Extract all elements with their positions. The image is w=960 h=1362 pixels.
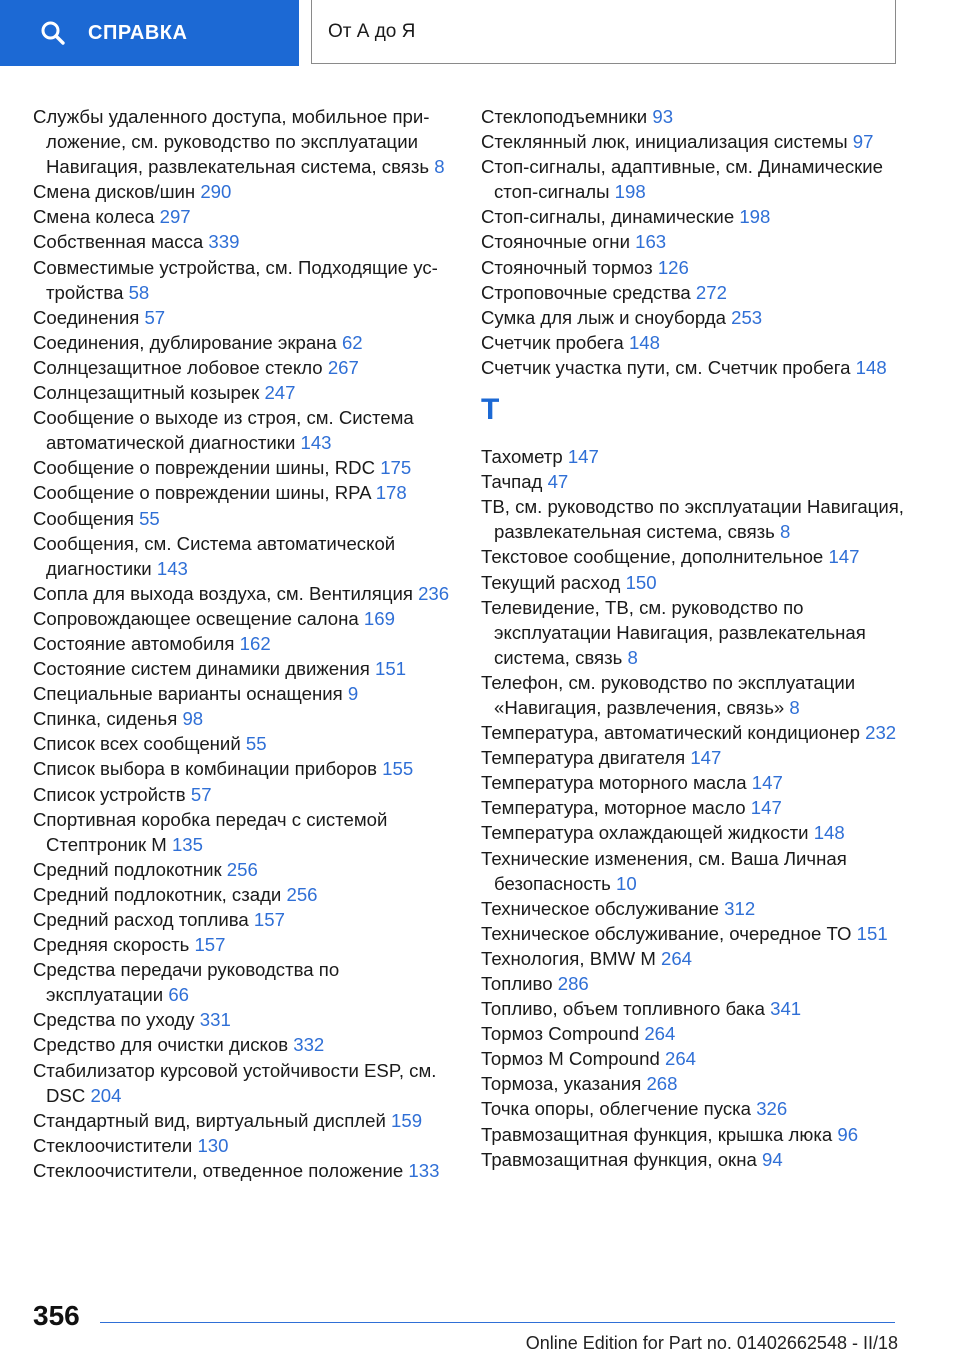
page-link[interactable]: 256 [226, 858, 258, 880]
section-label: От А до Я [328, 20, 416, 42]
index-entry [33, 455, 453, 480]
index-entry [33, 1007, 453, 1032]
index-entry-text: Состояние систем динамики движения [33, 658, 370, 680]
index-entry [33, 104, 453, 179]
page-link[interactable]: 93 [652, 106, 674, 127]
page-link[interactable]: 175 [380, 457, 412, 479]
index-entry [481, 1147, 911, 1172]
index-entry-text: Смена дисков/шин [33, 181, 196, 203]
page-link[interactable]: 264 [660, 947, 693, 969]
index-entry-text: Точка опоры, облегчение пуска [481, 1098, 752, 1120]
index-entry [481, 330, 911, 355]
letter-heading: Т [481, 393, 500, 427]
page-link[interactable]: 10 [616, 872, 637, 894]
index-entry-text: Стеклоочистители, отведенное положение [33, 1159, 404, 1181]
index-entry-text: Температура охлаждающей жидкости [481, 822, 809, 844]
index-entry [33, 1158, 453, 1183]
index-group-t [481, 444, 911, 1172]
index-entry [33, 857, 453, 882]
index-entry-text: Стабилизатор курсовой устойчивости ESP, см. DSC [33, 1059, 437, 1106]
index-entry-text: Тахометр [481, 446, 563, 468]
index-entry-text: Техническое обслуживание [481, 897, 719, 919]
index-entry-text: Топливо, объем топливного бака [481, 998, 765, 1020]
page-link[interactable]: 236 [418, 582, 450, 604]
page-link[interactable]: 264 [664, 1048, 697, 1070]
page-link[interactable]: 147 [567, 446, 599, 468]
page-link[interactable]: 148 [855, 356, 887, 378]
index-entry [33, 631, 453, 656]
index-entry-text: Травмозащитная функция, крышка люка [481, 1123, 833, 1145]
index-entry-text: Сообщение о повреждении шины, RDC [33, 457, 376, 479]
page-link[interactable]: 198 [739, 206, 771, 228]
page-link[interactable]: 55 [139, 507, 160, 529]
index-entry-text: Телефон, см. руководство по эксплуатации «Навигация, развлечения, связь» [481, 671, 856, 718]
index-column-left [33, 104, 453, 1183]
index-entry [33, 907, 453, 932]
page-link[interactable]: 47 [547, 471, 569, 493]
page-link[interactable]: 157 [253, 909, 285, 930]
header [0, 0, 960, 66]
page-link[interactable]: 98 [182, 708, 204, 730]
index-entry [33, 255, 453, 305]
index-entry-text: Тачпад [481, 471, 543, 493]
page-link[interactable]: 163 [635, 231, 667, 253]
index-entry-text: Температура моторного масла [481, 772, 747, 794]
page-link[interactable]: 290 [200, 181, 232, 203]
index-entry [481, 305, 911, 330]
index-entry [481, 820, 911, 845]
index-entry-text: Температура, моторное масло [481, 797, 746, 819]
index-entry-text: Тормоз Compound [481, 1023, 640, 1045]
index-entry-text: Стоп-сигналы, динамические [481, 206, 735, 228]
index-entry [33, 882, 453, 907]
index-entry-text: ТВ, см. руководство по эксплуатации Навигация, развлекательная система, связь [481, 496, 904, 543]
index-entry-text: Стеклянный люк, инициализация системы [481, 131, 848, 153]
index-entry-text: Сопровождающее освещение салона [33, 607, 359, 629]
page-link[interactable]: 94 [761, 1148, 783, 1170]
page-link[interactable]: 332 [293, 1034, 325, 1056]
page-link[interactable]: 66 [168, 984, 189, 1006]
index-entry [33, 756, 453, 781]
index-entry-text: Список выбора в комбинации приборов [33, 758, 377, 780]
index-entry [33, 807, 453, 857]
index-entry [33, 731, 453, 756]
index-entry-text: Сообщение о выходе из строя, см. Система автоматической диагностики [33, 407, 414, 454]
index-entry-text: Состояние автомобиля [33, 632, 235, 654]
index-entry [33, 681, 453, 706]
index-entry-text: Стоп-сигналы, адаптивные, см. Динамические стоп-сигналы [481, 156, 883, 203]
help-tab[interactable] [0, 0, 299, 66]
page-link[interactable]: 126 [657, 256, 689, 278]
index-entry [481, 795, 911, 820]
help-tab-label: СПРАВКА [88, 21, 188, 44]
index-entry [481, 469, 911, 494]
index-entry [33, 706, 453, 731]
page-link[interactable]: 143 [300, 432, 332, 454]
index-entry [481, 846, 911, 896]
page-link[interactable]: 341 [770, 998, 802, 1020]
index-entry [481, 204, 911, 229]
index-entry-text: Соединения, дублирование экрана [33, 331, 337, 353]
index-entry [33, 229, 453, 254]
index-entry-text: Средний подлокотник, сзади [33, 883, 282, 905]
page-link[interactable]: 148 [628, 331, 660, 353]
page-link[interactable]: 264 [644, 1023, 676, 1045]
edition-text: Online Edition for Part no. 01402662548 - II/18 [525, 1333, 898, 1353]
index-entry-text: Стеклоочистители [33, 1134, 193, 1156]
index-entry-text: Сумка для лыж и сноуборда [481, 306, 726, 328]
index-entry [481, 996, 911, 1021]
index-entry-text: Средство для очистки дисков [33, 1034, 289, 1056]
page-link[interactable]: 253 [731, 306, 763, 328]
index-entry [33, 305, 453, 330]
index-entry [33, 1108, 453, 1133]
page-link[interactable]: 247 [264, 382, 296, 404]
page-link[interactable]: 326 [756, 1098, 788, 1120]
index-entry-text: Стеклоподъемники [481, 106, 648, 127]
index-entry-text: Службы удаленного доступа, мобильное приложение, см. руководство по эксплуатации Навигация, развлекательная система, связь [33, 106, 430, 178]
page-link[interactable]: 135 [171, 833, 203, 855]
page-link[interactable]: 62 [341, 331, 363, 353]
page-link[interactable]: 169 [363, 607, 395, 629]
index-entry [33, 204, 453, 229]
page-link[interactable]: 339 [208, 231, 240, 253]
page-link[interactable]: 331 [199, 1009, 231, 1031]
index-entry [481, 921, 911, 946]
index-entry-text: Средний подлокотник [33, 858, 222, 880]
page-link[interactable]: 57 [190, 783, 212, 805]
index-entry-text: Совместимые устройства, см. Подходящие устройства [33, 256, 438, 303]
page-link[interactable]: 150 [625, 571, 657, 593]
index-entry-text: Сообщение о повреждении шины, RPA [33, 482, 371, 504]
page-link[interactable]: 58 [128, 281, 150, 303]
page-link[interactable]: 286 [557, 973, 589, 994]
page-link[interactable]: 232 [865, 722, 897, 744]
index-entry [481, 1021, 911, 1046]
page-link[interactable]: 297 [159, 206, 191, 228]
index-entry [33, 782, 453, 807]
index-entry-text: Стандартный вид, виртуальный дисплей [33, 1109, 386, 1131]
index-entry-text: Травмозащитная функция, окна [481, 1148, 757, 1170]
index-entry [481, 229, 911, 254]
index-entry [481, 1096, 911, 1121]
index-entry-text: Специальные варианты оснащения [33, 683, 343, 705]
index-entry-text: Топливо [481, 973, 553, 994]
index-entry-text: Список устройств [33, 783, 186, 805]
index-entry [33, 1133, 453, 1158]
page-link[interactable]: 55 [245, 733, 267, 755]
index-entry [33, 355, 453, 380]
page-link[interactable]: 155 [382, 758, 414, 780]
index-group-s-continued [481, 104, 911, 380]
index-entry-text: Текущий расход [481, 571, 621, 593]
page-link[interactable]: 151 [856, 922, 888, 944]
page-link[interactable]: 9 [347, 683, 359, 705]
page-link[interactable]: 162 [239, 632, 271, 654]
page-link[interactable]: 8 [627, 646, 638, 668]
index-entry [33, 1032, 453, 1057]
index-entry [33, 531, 453, 581]
page-link[interactable]: 272 [695, 281, 727, 303]
index-entry [481, 720, 911, 745]
index-entry [481, 444, 911, 469]
index-entry [33, 480, 453, 505]
page-link[interactable]: 147 [751, 772, 783, 794]
index-entry-text: Техническое обслуживание, очередное ТО [481, 922, 852, 944]
index-entry-text: Текстовое сообщение, дополнительное [481, 546, 824, 568]
index-entry-text: Счетчик участка пути, см. Счетчик пробега [481, 356, 851, 378]
index-entry [481, 1046, 911, 1071]
index-entry-text: Смена колеса [33, 206, 155, 228]
page-number: 356 [33, 1300, 80, 1331]
index-entry [481, 896, 911, 921]
index-entry-text: Тормоза, указания [481, 1073, 642, 1095]
index-entry [33, 932, 453, 957]
page-link[interactable]: 8 [789, 696, 800, 718]
index-entry [481, 494, 911, 544]
index-entry [33, 405, 453, 455]
index-entry-text: Спинка, сиденья [33, 708, 178, 730]
index-entry-text: Строповочные средства [481, 281, 691, 303]
page-link[interactable]: 267 [327, 356, 359, 378]
section-breadcrumb[interactable] [311, 0, 896, 64]
index-entry [481, 971, 911, 996]
index-entry-text: Спортивная коробка передач с системой Стептроник M [33, 808, 388, 855]
page-link[interactable]: 133 [408, 1159, 440, 1181]
index-entry-text: Средства по уходу [33, 1009, 195, 1031]
page-link[interactable]: 97 [852, 131, 874, 153]
index-entry-text: Список всех сообщений [33, 733, 241, 755]
index-entry-text: Соединения [33, 306, 140, 328]
index-entry [33, 656, 453, 681]
index-entry [481, 595, 911, 670]
index-entry [33, 506, 453, 531]
footer-divider [100, 1322, 895, 1323]
index-entry-text: Сопла для выхода воздуха, см. Вентиляция [33, 582, 413, 604]
index-entry [33, 581, 453, 606]
index-entry [481, 544, 911, 569]
index-entry-text: Температура двигателя [481, 747, 686, 769]
index-entry [481, 1122, 911, 1147]
index-entry-text: Средняя скорость [33, 934, 190, 956]
index-entry [481, 946, 911, 971]
index-entry-text: Солнцезащитный козырек [33, 382, 260, 404]
index-entry-text: Температура, автоматический кондиционер [481, 722, 860, 744]
page-link[interactable]: 178 [375, 482, 407, 504]
page-link[interactable]: 198 [614, 181, 646, 203]
page-link[interactable]: 204 [90, 1084, 122, 1106]
index-entry [481, 154, 911, 204]
index-entry [481, 745, 911, 770]
index-entry [481, 1071, 911, 1096]
search-icon [40, 20, 66, 46]
page-link[interactable]: 157 [194, 934, 226, 956]
page-link[interactable]: 57 [144, 306, 166, 328]
index-column-right [481, 104, 911, 1172]
index-entry [481, 104, 911, 129]
index-entry-text: Средний расход топлива [33, 909, 249, 930]
index-entry [33, 179, 453, 204]
index-entry [33, 380, 453, 405]
index-entry-text: Средства передачи руководства по эксплуатации [33, 959, 340, 1006]
index-entry-text: Тормоз M Compound [481, 1048, 660, 1070]
index-entry [481, 280, 911, 305]
page-link[interactable]: 312 [724, 897, 756, 919]
index-entry-text: Стояночный тормоз [481, 256, 653, 278]
page-link[interactable]: 8 [780, 521, 791, 543]
index-entry [33, 957, 453, 1007]
index-entry-text: Телевидение, ТВ, см. руководство по эксплуатации Навигация, развлекательная система, связь [481, 596, 866, 668]
page-link[interactable]: 147 [750, 797, 782, 819]
index-entry [481, 770, 911, 795]
index-entry [481, 670, 911, 720]
page-link[interactable]: 147 [828, 546, 860, 568]
index-entry [33, 330, 453, 355]
page-link[interactable]: 159 [391, 1109, 423, 1131]
index-entry [481, 355, 911, 380]
index-entry-text: Сообщения [33, 507, 134, 529]
page-link[interactable]: 147 [690, 747, 722, 769]
index-entry [33, 1058, 453, 1108]
page-link[interactable]: 268 [646, 1073, 678, 1095]
page-link[interactable]: 151 [375, 658, 407, 680]
index-entry-text: Технология, BMW M [481, 947, 656, 969]
index-entry [33, 606, 453, 631]
index-entry-text: Сообщения, см. Система автоматической диагностики [33, 532, 396, 579]
index-entry-text: Счетчик пробега [481, 331, 624, 353]
page-link[interactable]: 256 [286, 883, 318, 905]
page-link[interactable]: 96 [837, 1123, 859, 1145]
index-entry-text: Стояночные огни [481, 231, 630, 253]
index-entry [481, 255, 911, 280]
page-link[interactable]: 8 [434, 156, 445, 178]
index-entry [481, 129, 911, 154]
index-entry-text: Солнцезащитное лобовое стекло [33, 356, 323, 378]
page-link[interactable]: 143 [156, 557, 188, 579]
page-link[interactable]: 130 [197, 1134, 229, 1156]
index-entry-text: Собственная масса [33, 231, 204, 253]
page-link[interactable]: 148 [813, 822, 845, 844]
index-entry [481, 570, 911, 595]
index-entry-text: Технические изменения, см. Ваша Личная безопасность [481, 847, 847, 894]
